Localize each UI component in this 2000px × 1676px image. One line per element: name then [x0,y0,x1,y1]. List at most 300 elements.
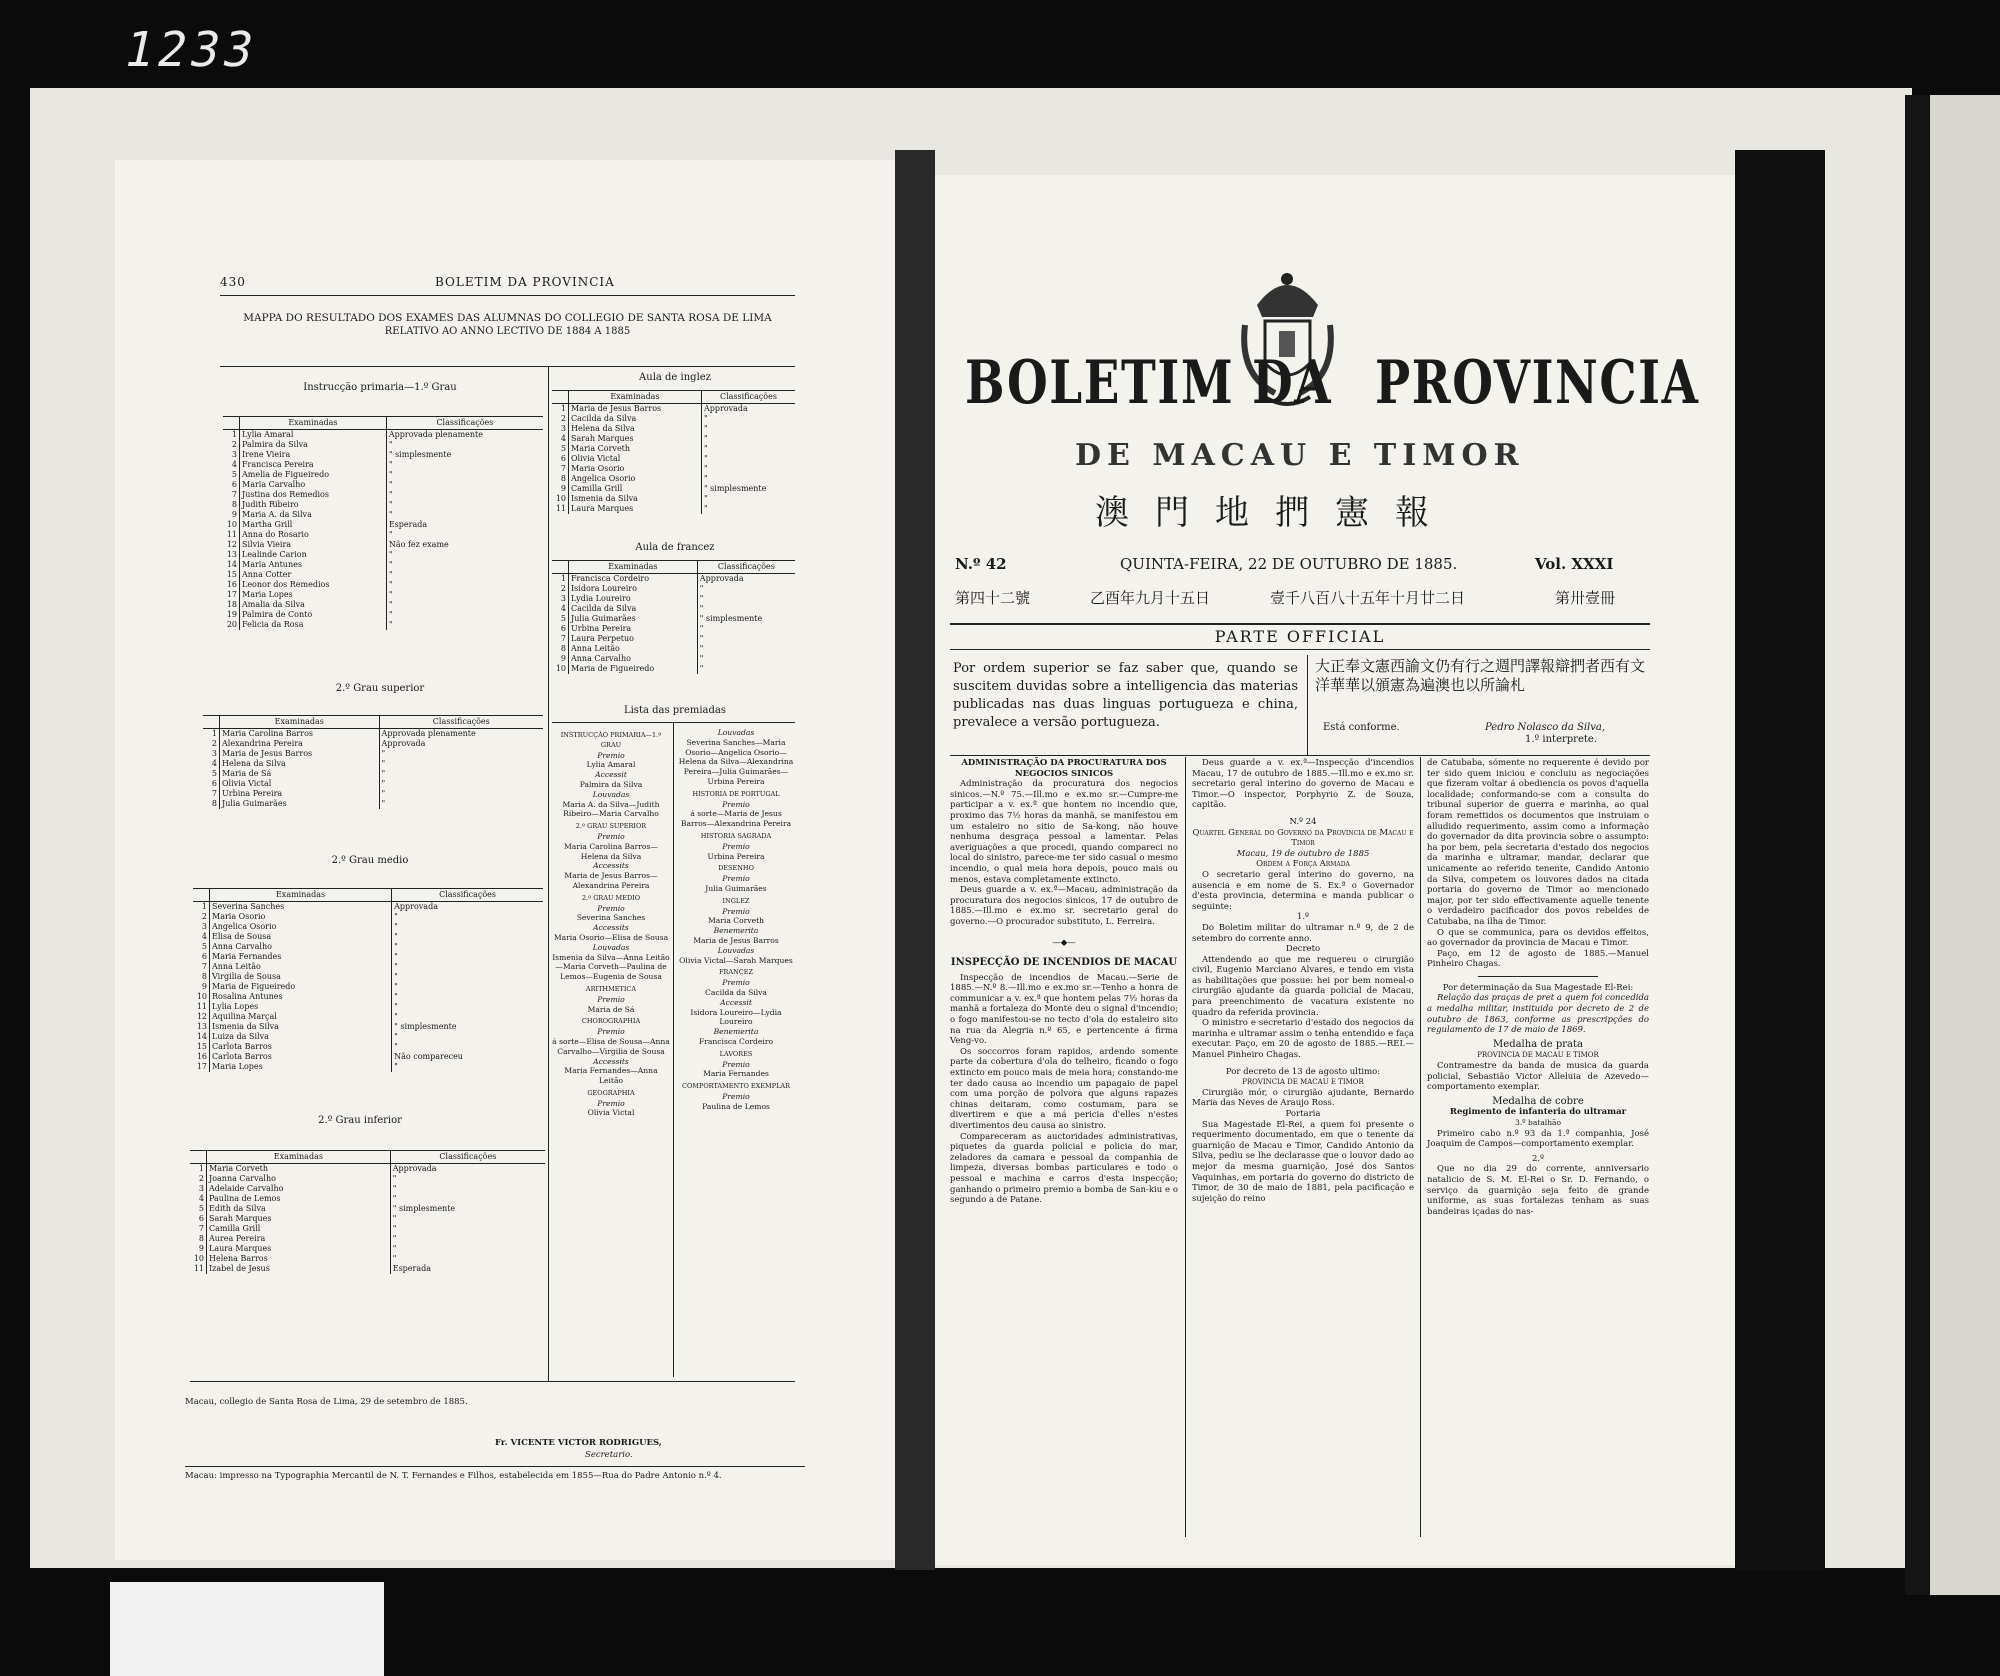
table-row [193,1022,543,1032]
primaria-heading: Instrucção primaria—1.º Grau [303,382,457,393]
classification: " [394,962,398,971]
row-number: 10 [193,1254,204,1263]
row-number: 11 [555,504,566,513]
row-number: 7 [201,962,207,971]
student-name: Adelaide Carvalho [207,1184,391,1194]
row-number: 3 [211,749,217,758]
col2-paragraph-7: Cirurgião mór, o cirurgião ajudante, Bernardo Maria das Neves de Araujo Ross. [1192,1087,1414,1109]
premiada-line: Accessit [720,997,752,1007]
student-name: Olivia Victal [569,454,702,464]
table-row [193,1032,543,1042]
table-row [203,779,543,789]
signature-role: Secretario. [585,1450,633,1460]
student-name: Anna Carvalho [569,654,698,664]
row-number: 9 [560,484,566,493]
film-frame-number: 1233 [119,22,263,78]
classification: " [381,799,386,808]
student-name: Francisca Cordeiro [569,574,698,585]
col3-paragraph-3: Paço, em 12 de agosto de 1885.—Manuel Pinheiro Chagas. [1427,948,1649,970]
table-row [552,414,795,424]
student-name: Angelica Osorio [569,474,702,484]
premiada-line: Maria de Jesus Barros—Alexandrina Pereira [564,871,658,890]
row-number: 11 [193,1264,204,1273]
book-gutter [895,150,935,1570]
student-name: Anna Leitão [210,962,392,972]
signature: Fr. VICENTE VICTOR RODRIGUES, [495,1438,662,1448]
table-row [223,530,543,540]
row-number: 2 [231,440,237,449]
student-name: Maria Lopes [210,1062,392,1072]
student-name: Maria Corveth [207,1164,391,1175]
row-number: 10 [555,494,566,503]
classification: " [388,490,393,499]
classification: " [703,494,708,503]
table-row [190,1184,545,1194]
row-number: 18 [226,600,237,609]
classification: " [392,1254,397,1263]
col1-heading-2: INSPECÇÃO DE INCENDIOS DE MACAU [950,957,1178,969]
student-name: Luiza da Silva [210,1032,392,1042]
table-row [552,474,795,484]
row-number: 2 [211,739,217,748]
student-name: Anna Carvalho [210,942,392,952]
table-row [223,540,543,550]
table-row [203,729,543,740]
classification: " simplesmente [394,1022,457,1031]
row-number: 3 [560,424,566,433]
classification: " [388,550,393,559]
table-row [190,1164,545,1175]
table-row [552,504,795,514]
classification: " [392,1174,397,1183]
student-name: Laura Marques [207,1244,391,1254]
table-row [223,430,543,441]
student-name: Martha Grill [240,520,387,530]
table-row [190,1254,545,1264]
premiada-line: Premio [597,831,625,841]
premiada-line: Lylia Amaral [586,760,636,770]
row-number: 5 [560,444,566,453]
student-name: Maria Osorio [569,464,702,474]
row-number: 1 [201,902,207,911]
table-row [193,1062,543,1072]
table-row [203,759,543,769]
table-row [552,484,795,494]
student-name: Anna Leitão [569,644,698,654]
classification: " [703,474,708,483]
premiada-line: INSTRUCÇÃO PRIMARIA—1.º GRAU [560,731,662,749]
table-row [190,1224,545,1234]
table-row [223,490,543,500]
frances-heading: Aula de francez [635,542,715,553]
chinese-date-2: 壹千八百八十五年十月廿二日 [1270,589,1466,607]
superior-table: Examinadas Classificações 1 Maria Carolina Barros Approvada plenamente 2 Alexandrina Pereira Approvada 3 Maria de Jesus Barros " 4 Helena da Silva " 5 Maria de Sá " 6 Olivia Victal " 7 Urbina Pereira " 8 Julia Guimarães " [203,715,543,809]
table-row [193,992,543,1002]
table-row [190,1234,545,1244]
row-number: 8 [560,644,566,653]
table-row [223,600,543,610]
student-name: Lealinde Carion [240,550,387,560]
premiada-line: Maria Corveth [707,916,765,926]
classification: " [392,1194,397,1203]
classification: " [388,510,393,519]
classification: " [388,620,393,629]
table-row [552,624,795,634]
classification: " [388,480,393,489]
table-row [223,470,543,480]
classification: " [388,500,393,509]
superior-heading: 2.º Grau superior [335,683,425,694]
classification: " [699,654,704,663]
classification: " [394,1032,398,1041]
row-number: 1 [231,430,237,439]
student-name: Maria de Jesus Barros [220,749,380,759]
classification: " [703,444,708,453]
student-name: Leonor dos Remedios [240,580,387,590]
premiada-line: Premio [597,750,625,760]
table-row [190,1264,545,1274]
classification: " [388,530,393,539]
decree-heading: Decreto [1285,944,1321,955]
order-number: N.º 24 [1289,816,1317,827]
student-name: Aurea Pereira [207,1234,391,1244]
classification: Não fez exame [388,540,449,549]
premiada-line: GEOGRAPHIA [587,1088,635,1097]
student-name: Maria Corveth [569,444,702,454]
student-name: Camilla Grill [569,484,702,494]
issue-date: QUINTA-FEIRA, 22 DE OUTUBRO DE 1885. [1120,555,1458,573]
student-name: Angelica Osorio [210,922,392,932]
table-row [193,962,543,972]
classification: " [394,982,398,991]
premiada-line: Paulina de Lemos [702,1101,770,1111]
student-name: Helena da Silva [569,424,702,434]
table-row [552,424,795,434]
student-name: Maria Fernandes [210,952,392,962]
page-number: 430 [220,275,246,289]
masthead-subtitle: DE MACAU E TIMOR [1075,438,1525,473]
col2-paragraph-1: Deus guarde a v. ex.ª—Inspecção d'incendios Macau, 17 de outubro de 1885.—Ill.mo e ex.mo sr. secretario geral interino do governo de Macau e Timor.—O inspector, Porphyrio Z. de Souza, capitão. [1192,758,1414,811]
copper-medal-heading: Medalha de cobre [1492,1095,1584,1107]
table-row [552,444,795,454]
column-2 [1192,758,1414,1204]
premiada-line: Premio [597,1027,625,1037]
table-row [223,620,543,630]
col3-paragraph-4: Por determinação da Sua Magestade El-Rei: [1442,982,1634,993]
table-row [552,594,795,604]
classification: " [699,604,704,613]
row-number: 7 [560,634,566,643]
row-number: 3 [231,450,237,459]
premiada-line: HISTORIA SAGRADA [700,831,772,840]
student-name: Maria de Figueiredo [210,982,392,992]
col3-paragraph-7: Primeiro cabo n.º 93 da 1.ª companhia, José Joaquim de Campos—comportamento exemplar. [1427,1128,1649,1150]
col2-paragraph-2: O secretario geral interino do governo, na ausencia e em nome de S. Ex.ª o Governador d'esta provincia, determina e manda publicar o seguinte: [1192,869,1414,912]
row-number: 2 [560,414,566,423]
student-name: Maria Carolina Barros [220,729,380,740]
classification: " [394,992,398,1001]
student-name: Palmira da Silva [240,440,387,450]
col3-paragraph-8: Que no dia 29 do corrente, anniversario natalicio de S. M. El-Rei o Sr. D. Fernando, o serviço da guarnição seja feito de grande uniforme, as suas fortalezas tenham as suas bandeiras içadas do nas- [1427,1164,1649,1217]
col2-paragraph-5: O ministro e secretario d'estado dos negocios da marinha e ultramar assim o tenha entendido e faça executar. Paço, em 20 de agosto de 1885.—REI.—Manuel Pinheiro Chagas. [1192,1018,1414,1061]
table-row [223,570,543,580]
volume: Vol. XXXI [1535,555,1614,573]
row-number: 12 [196,1012,207,1021]
col3-paragraph-2: O que se communica, para os devidos effeitos, ao governador da provincia de Macau e Timor. [1427,927,1649,949]
classification: " [392,1234,397,1243]
premiada-line: Urbina Pereira [707,851,765,861]
table-row [552,434,795,444]
classification: " [392,1224,397,1233]
row-number: 10 [555,664,566,673]
premiada-line: Premio [597,903,625,913]
table-row [552,464,795,474]
item-1: 1.º [1296,912,1310,923]
row-number: 15 [196,1042,207,1051]
premiada-line: Premio [722,1059,750,1069]
classification: " simplesmente [392,1204,456,1213]
classification: " simplesmente [703,484,767,493]
student-name: Irene Vieira [240,450,387,460]
row-number: 9 [560,654,566,663]
student-name: Lylia Lopes [210,1002,392,1012]
table-row [193,1042,543,1052]
classification: " [381,759,386,768]
row-number: 9 [198,1244,204,1253]
classification: " [388,610,393,619]
classification: " [699,634,704,643]
silver-medal-province: PROVINCIA DE MACAU E TIMOR [1477,1051,1599,1060]
student-name: Joanna Carvalho [207,1174,391,1184]
column-1: ADMINISTRAÇÃO DA PROCURATURA DOS NEGOCIOS SINICOS Administração da procuratura dos negocios sinicos.—N.º 75.—Ill.mo e ex.mo sr.—Cumpre-me participar a v. ex.ª que hontem no incendio que, proximo das 7½ horas da manhã, se manifestou em um estaleiro no sitio de Sa-kong, não houve nenhuma desgraça pessoal a lamentar. Pelas averiguações a que procedi, quando compareci no local do sinistro, parece-me ter sido casual o mesmo incendio, o qual meia hora depois, pouco mais ou menos, estava completamente extincto. Deus guarde a v. ex.ª—Macau, administração da procuratura dos negocios sinicos, 17 de outubro de 1885.—Ill.mo e ex.mo sr. secretario geral do governo.—O procurador substituto, L. Ferreira. —◆— INSPECÇÃO DE INCENDIOS DE MACAU Inspecção de incendios de Macau.—Serie de 1885.—N.º 8.—Ill.mo e ex.mo sr.—Tenho a honra de communicar a v. ex.ª que hontem pelas 7½ horas da manhã a fortaleza do Monte deu o signal d'incendio; o fogo manifestou-se no tecto d'ola do estaleiro sito na rua da Alegria n.º 65, e pertencente á firma Veng-vo. Os soccorros foram rapidos, ardendo somente parte da cobertura d'ola do telheiro, ficando o fogo extincto em pouco mais de meia hora; constando-me ter dado causa ao incendio um papagaio de papel com uma porção de polvora que alguns rapazes chinas deitaram, como costumam, para se divertirem e que a má pericia d'elles n'estes divertimentos deu causa ao sinistro. Compareceram as auctoridades administrativas, piquetes da guarda policial e policia do mar, zeladores da camara e pessoal da companhia de limpeza, diversas bombas particulares e todo o pessoal e machina e carros d'esta inspecção; ganhando o primeiro premio a bomba de San-kiu e o segundo a de Patane. [950,758,1178,1206]
classification: Approvada [392,1164,437,1173]
table-row [203,739,543,749]
row-number: 19 [226,610,237,619]
premiada-line: Palmira da Silva [579,779,643,789]
table-row [193,902,543,913]
row-number: 9 [201,982,207,991]
table-row [552,574,795,585]
right-page [935,175,1735,1565]
premiada-line: Accessits [593,1056,629,1066]
notice-portuguese: Por ordem superior se faz saber que, quando se suscitem duvidas sobre a intelligencia das materias publicadas nas duas linguas portugueza e china, prevalece a versão portugueza. [953,661,1298,730]
table-row [193,912,543,922]
chinese-volume: 第卅壹冊 [1555,589,1616,607]
row-number: 7 [198,1224,204,1233]
row-number: 12 [226,540,237,549]
classification: " [703,414,708,423]
table-row [552,404,795,415]
row-number: 9 [231,510,237,519]
student-name: Maria A. da Silva [240,510,387,520]
row-number: 13 [196,1022,207,1031]
row-number: 3 [198,1184,204,1193]
order-heading: Quartel General do Governo da Provincia de Macau e Timor [1192,827,1414,849]
student-name: Edith da Silva [207,1204,391,1214]
classification: " [381,769,386,778]
classification: Approvada plenamente [381,729,476,738]
col2-paragraph-4: Attendendo ao que me requereu o cirurgião civil, Eugenio Marciano Alvares, e tendo em vista as habilitações que possue: hei por bem nomeal-o cirurgião ajudante da guarda policial de Macau, para preenchimento de vacatura existente no quadro da referida provincia. [1192,954,1414,1018]
classification: " [394,1002,398,1011]
table-title: MAPPA DO RESULTADO DOS EXAMES DAS ALUMNAS DO COLLEGIO DE SANTA ROSA DE LIMA [243,312,772,324]
page-frame-right [1735,150,1825,1570]
classification: " [394,1042,398,1051]
table-row [193,972,543,982]
col1-paragraph-5: Compareceram as auctoridades administrativas, piquetes da guarda policial e policia do mar, zeladores da camara e pessoal da companhia de limpeza, diversas bombas particulares e todo o pessoal e machina e carros d'esta inspecção; ganhando o primeiro premio a bomba de San-kiu e o segundo a de Patane. [950,1131,1178,1206]
table-row [552,604,795,614]
ingles-heading: Aula de inglez [639,372,711,383]
masthead-title-right: PROVINCIA [1375,348,1700,418]
classification: " [394,922,398,931]
row-number: 2 [201,912,207,921]
table-row [223,500,543,510]
student-name: Anna do Rosario [240,530,387,540]
table-row [193,932,543,942]
classification: " [388,460,393,469]
classification: " [703,464,708,473]
classification: " [388,570,393,579]
student-name: Julia Guimarães [220,799,380,809]
classification: " [699,644,704,653]
classification: " [388,580,393,589]
col1-heading: ADMINISTRAÇÃO DA PROCURATURA DOS NEGOCIOS SINICOS [961,758,1167,779]
left-page [115,160,895,1560]
classification: " [388,470,393,479]
student-name: Felicia da Rosa [240,620,387,630]
classification: " [392,1244,397,1253]
row-number: 6 [198,1214,204,1223]
student-name: Maria Osorio [210,912,392,922]
row-number: 5 [211,769,217,778]
col2-paragraph-3: Do Boletim militar do ultramar n.º 9, de 2 de setembro do corrente anno. [1192,922,1414,944]
classification: " [388,440,393,449]
row-number: 20 [226,620,237,629]
order-date: Macau, 19 de outubro de 1885 [1236,848,1370,859]
row-number: 6 [231,480,237,489]
date-line: Macau, collegio de Santa Rosa de Lima, 29 de setembro de 1885. [185,1397,468,1407]
row-number: 2 [560,584,566,593]
premiadas-right-column [677,728,795,1111]
premiada-line: Premio [722,978,750,988]
premiada-line: Maria de Jesus Barros [693,935,779,945]
classification: " [703,454,708,463]
student-name: Izabel de Jesus [207,1264,391,1274]
student-name: Palmira de Conto [240,610,387,620]
row-number: 4 [560,604,566,613]
table-row [223,550,543,560]
table-row [203,799,543,809]
classification: " [381,749,386,758]
frame-edge [1905,95,1929,1595]
classification: Approvada [703,404,748,413]
row-number: 1 [560,574,566,583]
premiada-line: Severina Sanches [576,913,646,923]
row-number: 7 [560,464,566,473]
table-row [552,454,795,464]
row-number: 8 [211,799,217,808]
table-subtitle: RELATIVO AO ANNO LECTIVO DE 1884 A 1885 [384,326,631,337]
student-name: Olivia Victal [220,779,380,789]
classification: " [394,972,398,981]
table-row [223,610,543,620]
student-name: Lylia Amaral [240,430,387,441]
student-name: Ismenia da Silva [569,494,702,504]
student-name: Carlota Barros [210,1042,392,1052]
student-name: Camilla Grill [207,1224,391,1234]
medio-heading: 2.º Grau medio [331,855,409,866]
premiada-line: HISTORIA DE PORTUGAL [692,789,780,798]
premiada-line: Maria Fernandes—Anna Leitão [564,1066,658,1086]
row-number: 8 [198,1234,204,1243]
student-name: Elisa de Sousa [210,932,392,942]
premiada-line: 2.º GRAU SUPERIOR [575,822,647,831]
premiada-line: LAVORES [719,1049,753,1058]
row-number: 11 [226,530,237,539]
student-name: Maria Carvalho [240,480,387,490]
battalion-heading: 3.º batalhão [1514,1118,1562,1127]
student-name: Aquilina Marçal [210,1012,392,1022]
classification: " [394,1012,398,1021]
premiada-line: Premio [722,799,750,809]
province-heading: PROVINCIA DE MACAU E TIMOR [1242,1078,1364,1087]
row-number: 8 [231,500,237,509]
premiada-line: ARITHMETICA [585,984,637,993]
table-row [190,1174,545,1184]
student-name: Judith Ribeiro [240,500,387,510]
classification: " [699,594,704,603]
student-name: Sarah Marques [569,434,702,444]
table-row [552,634,795,644]
row-number: 16 [196,1052,207,1061]
table-row [193,1002,543,1012]
table-row [552,654,795,664]
classification: " [394,942,398,951]
premiada-line: Premio [722,1091,750,1101]
premiada-line: Olivia Victal [587,1108,635,1118]
premiada-line: Premio [722,874,750,884]
row-number: 4 [231,460,237,469]
student-name: Paulina de Lemos [207,1194,391,1204]
student-name: Laura Marques [569,504,702,514]
classification: " [699,584,704,593]
col1-paragraph-4: Os soccorros foram rapidos, ardendo somente parte da cobertura d'ola do telheiro, ficando o fogo extincto em pouco mais de meia hora; constando-me ter dado causa ao incendio um papagaio de papel com uma porção de polvora que alguns rapazes chinas deitaram, como costumam, para se divertirem e que a má pericia d'elles n'estes divertimentos deu causa ao sinistro. [950,1046,1178,1131]
student-name: Urbina Pereira [220,789,380,799]
classification: Approvada plenamente [388,430,483,439]
table-row [193,1052,543,1062]
student-name: Ismenia da Silva [210,1022,392,1032]
table-row [193,982,543,992]
table-row [552,664,795,674]
primaria-table: Examinadas Classificações 1 Lylia Amaral Approvada plenamente 2 Palmira da Silva " 3 Irene Vieira " simplesmente 4 Francisca Pereira " 5 Amelia de Figueiredo " 6 Maria Carvalho " 7 Justina dos Remedios " 8 Judith Ribeiro " 9 Maria A. da Silva " 10 Martha Grill Esperada 11 Anna do Rosario " 12 Silvia Vieira Não fez exame 13 Lealinde Carion " 14 Maria Antunes " 15 Anna Cotter " 16 Leonor dos Remedios " 17 Maria Lopes " 18 Amalia da Silva " 19 Palmira de Conto " 20 Felicia da Rosa " [223,416,543,630]
film-label-patch [110,1582,384,1676]
row-number: 11 [196,1002,207,1011]
table-row [203,789,543,799]
row-number: 16 [226,580,237,589]
table-row [552,494,795,504]
notice-signature: Pedro Nolasco da Silva, [1485,722,1606,733]
row-number: 7 [231,490,237,499]
premiada-line: Premio [597,1098,625,1108]
premiada-line: FRANCEZ [718,968,754,977]
premiada-line: Accessit [595,770,627,780]
student-name: Urbina Pereira [569,624,698,634]
student-name: Rosalina Antunes [210,992,392,1002]
premiada-line: Julia Guimarães [705,883,767,893]
student-name: Severina Sanches [210,902,392,913]
chinese-date-1: 乙酉年九月十五日 [1090,589,1211,607]
premiada-line: Severina Sanches—Maria Osorio—Angelica Osorio—Helena da Silva—Alexandrina Pereira—Julia Guimarães—Urbina Pereira [678,737,794,786]
portaria-heading: Portaria [1285,1109,1321,1119]
